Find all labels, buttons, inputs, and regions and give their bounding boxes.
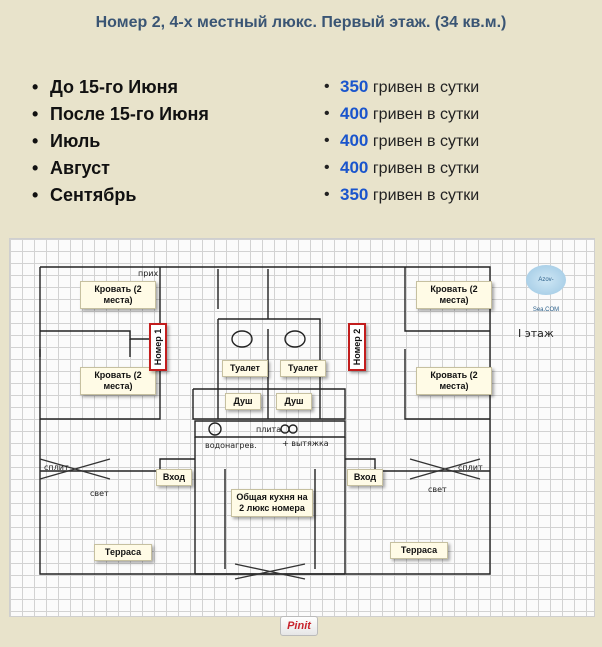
- price-amount: 400: [340, 158, 369, 177]
- price-periods: [32, 76, 209, 211]
- price-unit: гривен в сутки: [372, 106, 480, 123]
- price-period: • Август: [32, 157, 209, 184]
- note-split: сплит: [458, 463, 483, 472]
- price-period: • До 15-го Июня: [32, 76, 209, 103]
- bed-label: Кровать (2 места): [80, 281, 156, 309]
- site-logo: Azov-Sea.COM: [526, 265, 566, 295]
- price-unit: гривен в сутки: [372, 79, 480, 96]
- price-amount-row: [324, 184, 479, 211]
- shower-label: Душ: [225, 393, 261, 410]
- price-period: • Сентябрь: [32, 184, 209, 211]
- note-svet: свет: [428, 485, 447, 494]
- price-unit: гривен в сутки: [372, 133, 480, 150]
- room-2-text: Номер 2: [352, 328, 362, 366]
- price-amount: 350: [340, 185, 369, 204]
- price-amount: 350: [340, 77, 369, 96]
- bed-label: Кровать (2 места): [416, 367, 492, 395]
- terrace-label: Терраса: [94, 544, 152, 561]
- note-vodonagrev: водонагрев.: [205, 441, 257, 450]
- price-amount-row: [324, 76, 479, 103]
- toilet-label: Туалет: [280, 360, 326, 377]
- price-period: • Июль: [32, 130, 209, 157]
- entrance-label: Вход: [156, 469, 192, 486]
- price-amount: 400: [340, 104, 369, 123]
- price-period: • После 15-го Июня: [32, 103, 209, 130]
- price-unit: гривен в сутки: [372, 187, 480, 204]
- toilet-label: Туалет: [222, 360, 268, 377]
- price-unit: гривен в сутки: [372, 160, 480, 177]
- note-prikh: прих: [138, 269, 159, 278]
- note-split: сплит: [44, 463, 69, 472]
- bed-label: Кровать (2 места): [416, 281, 492, 309]
- pinit-button[interactable]: Pinit: [280, 616, 318, 636]
- room-1-label: [149, 323, 167, 371]
- terrace-label: Терраса: [390, 542, 448, 559]
- room-2-label: [348, 323, 366, 371]
- kitchen-label: Общая кухня на 2 люкс номера: [231, 489, 313, 517]
- room-1-text: Номер 1: [153, 328, 163, 366]
- note-svet: свет: [90, 489, 109, 498]
- note-plita: плита: [256, 425, 282, 434]
- entrance-label: Вход: [347, 469, 383, 486]
- shower-label: Душ: [276, 393, 312, 410]
- page-title: Номер 2, 4-х местный люкс. Первый этаж. (34 кв.м.): [95, 14, 507, 31]
- price-amount-row: [324, 103, 479, 130]
- floor-note: I этаж: [518, 327, 554, 340]
- note-vytyazhka: + вытяжка: [282, 439, 329, 448]
- price-amount-row: [324, 157, 479, 184]
- price-amount: 400: [340, 131, 369, 150]
- floor-plan-image: [9, 238, 595, 617]
- price-amount-row: [324, 130, 479, 157]
- price-amounts: [324, 76, 479, 211]
- bed-label: Кровать (2 места): [80, 367, 156, 395]
